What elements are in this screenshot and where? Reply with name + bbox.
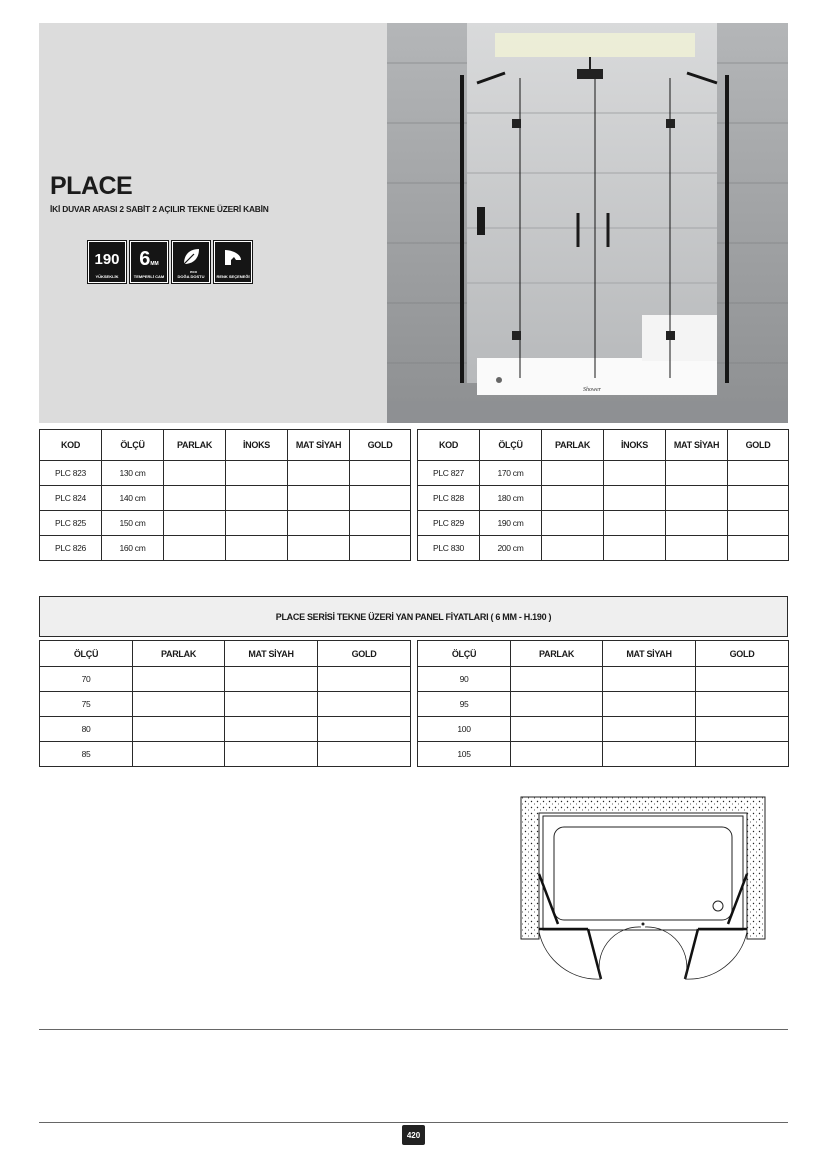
col-inoks: İNOKS — [226, 430, 288, 461]
cell-olcu: 75 — [40, 692, 133, 717]
cell-mat-siyah — [225, 692, 318, 717]
cell-mat-siyah — [288, 511, 350, 536]
cell-kod: PLC 829 — [418, 511, 480, 536]
cell-gold — [318, 692, 411, 717]
cell-kod: PLC 825 — [40, 511, 102, 536]
panel-table-left — [39, 640, 411, 767]
cell-olcu: 190 cm — [480, 511, 542, 536]
height-190-icon — [88, 241, 126, 283]
cell-parlak — [542, 536, 604, 561]
panel-table-right-header — [418, 641, 789, 667]
table-row — [418, 692, 789, 717]
cell-mat-siyah — [666, 536, 728, 561]
cell-mat-siyah — [288, 486, 350, 511]
cell-gold — [696, 692, 789, 717]
col-parlak: PARLAK — [164, 430, 226, 461]
cell-parlak — [133, 717, 225, 742]
cell-parlak — [511, 717, 603, 742]
col-gold: GOLD — [728, 430, 789, 461]
cell-gold — [318, 717, 411, 742]
col-parlak: PARLAK — [133, 641, 225, 667]
table-row — [418, 536, 789, 561]
cell-mat-siyah — [288, 461, 350, 486]
col-mat-siyah: MAT SİYAH — [666, 430, 728, 461]
col-olcu: ÖLÇÜ — [102, 430, 164, 461]
table-row — [40, 511, 411, 536]
cell-mat-siyah — [666, 511, 728, 536]
table-row — [418, 511, 789, 536]
col-mat-siyah: MAT SİYAH — [288, 430, 350, 461]
cell-mat-siyah — [225, 742, 318, 767]
cell-olcu: 105 — [418, 742, 511, 767]
feature-height-value: 190 — [94, 251, 120, 268]
cell-gold — [728, 536, 789, 561]
cell-parlak — [542, 486, 604, 511]
col-olcu: ÖLÇÜ — [480, 430, 542, 461]
feature-glass-caption: TEMPERLİ CAM — [133, 274, 165, 279]
cell-parlak — [164, 511, 226, 536]
cell-olcu: 130 cm — [102, 461, 164, 486]
price-table-left-header — [40, 430, 411, 461]
cell-gold — [318, 742, 411, 767]
cell-mat-siyah — [225, 717, 318, 742]
cell-gold — [350, 536, 411, 561]
cell-mat-siyah — [666, 461, 728, 486]
col-mat-siyah: MAT SİYAH — [603, 641, 696, 667]
cell-olcu: 90 — [418, 667, 511, 692]
cell-parlak — [511, 692, 603, 717]
cell-olcu: 80 — [40, 717, 133, 742]
cell-gold — [350, 486, 411, 511]
feature-eco-caption: DOĞA DOSTU — [177, 274, 205, 279]
cell-olcu: 95 — [418, 692, 511, 717]
cell-mat-siyah — [603, 692, 696, 717]
cell-mat-siyah — [603, 742, 696, 767]
col-gold: GOLD — [696, 641, 789, 667]
cell-mat-siyah — [225, 667, 318, 692]
cell-parlak — [133, 742, 225, 767]
cell-gold — [728, 486, 789, 511]
cell-inoks — [604, 536, 666, 561]
cell-inoks — [604, 486, 666, 511]
col-parlak: PARLAK — [542, 430, 604, 461]
cell-olcu: 70 — [40, 667, 133, 692]
col-gold: GOLD — [318, 641, 411, 667]
cell-kod: PLC 827 — [418, 461, 480, 486]
cell-parlak — [133, 667, 225, 692]
glass-6mm-icon — [130, 241, 168, 283]
feature-color-caption: RENK SEÇENEĞİ — [216, 274, 250, 279]
cell-gold — [696, 742, 789, 767]
price-table-right — [417, 429, 789, 561]
table-row — [40, 461, 411, 486]
col-kod: KOD — [418, 430, 480, 461]
cell-olcu: 150 cm — [102, 511, 164, 536]
cell-gold — [350, 461, 411, 486]
table-row — [40, 742, 411, 767]
col-olcu: ÖLÇÜ — [40, 641, 133, 667]
col-parlak: PARLAK — [511, 641, 603, 667]
cell-inoks — [604, 461, 666, 486]
cell-inoks — [604, 511, 666, 536]
table-row — [418, 486, 789, 511]
panel-table-right — [417, 640, 789, 767]
table-row — [40, 692, 411, 717]
cell-olcu: 180 cm — [480, 486, 542, 511]
cell-parlak — [511, 667, 603, 692]
divider-top — [39, 1029, 788, 1030]
table-row — [40, 717, 411, 742]
table-row — [418, 461, 789, 486]
color-choice-icon — [214, 241, 252, 283]
col-olcu: ÖLÇÜ — [418, 641, 511, 667]
cell-gold — [696, 667, 789, 692]
table-row — [418, 742, 789, 767]
panel-table-left-header — [40, 641, 411, 667]
price-table-left — [39, 429, 411, 561]
cell-parlak — [164, 486, 226, 511]
product-photo — [387, 23, 788, 423]
cell-parlak — [164, 536, 226, 561]
feature-glass-value: 6 — [139, 248, 151, 270]
table-row — [418, 717, 789, 742]
cell-parlak — [164, 461, 226, 486]
col-kod: KOD — [40, 430, 102, 461]
feature-height-caption: YÜKSEKLİK — [95, 274, 119, 279]
cell-kod: PLC 828 — [418, 486, 480, 511]
cell-olcu: 100 — [418, 717, 511, 742]
price-table-right-header — [418, 430, 789, 461]
product-subtitle: İKİ DUVAR ARASI 2 SABİT 2 AÇILIR TEKNE ÜZERİ KABİN — [50, 204, 269, 214]
cell-parlak — [133, 692, 225, 717]
cell-gold — [696, 717, 789, 742]
cell-parlak — [511, 742, 603, 767]
cell-gold — [728, 461, 789, 486]
cell-mat-siyah — [666, 486, 728, 511]
cell-gold — [318, 667, 411, 692]
table-row — [40, 486, 411, 511]
cell-olcu: 170 cm — [480, 461, 542, 486]
cell-kod: PLC 823 — [40, 461, 102, 486]
col-gold: GOLD — [350, 430, 411, 461]
cell-kod: PLC 826 — [40, 536, 102, 561]
cell-olcu: 200 cm — [480, 536, 542, 561]
page-number: 420 — [402, 1125, 425, 1145]
cell-gold — [728, 511, 789, 536]
feature-glass-unit: MM — [150, 261, 159, 267]
product-title: PLACE — [50, 172, 133, 200]
cell-mat-siyah — [603, 717, 696, 742]
col-inoks: İNOKS — [604, 430, 666, 461]
cell-inoks — [226, 486, 288, 511]
cell-inoks — [226, 536, 288, 561]
cell-olcu: 140 cm — [102, 486, 164, 511]
eco-leaf-icon — [172, 241, 210, 283]
cell-parlak — [542, 511, 604, 536]
cell-inoks — [226, 461, 288, 486]
floor-plan-diagram — [518, 794, 768, 984]
cell-inoks — [226, 511, 288, 536]
table-row — [40, 667, 411, 692]
cell-kod: PLC 824 — [40, 486, 102, 511]
col-mat-siyah: MAT SİYAH — [225, 641, 318, 667]
table-row — [418, 667, 789, 692]
table-row — [40, 536, 411, 561]
feature-eco-badge: eco — [190, 269, 197, 274]
divider-bottom — [39, 1122, 788, 1123]
cell-parlak — [542, 461, 604, 486]
cell-olcu: 85 — [40, 742, 133, 767]
cell-olcu: 160 cm — [102, 536, 164, 561]
side-panel-title: PLACE SERİSİ TEKNE ÜZERİ YAN PANEL FİYATLARI ( 6 MM - H.190 ) — [39, 596, 788, 637]
cell-mat-siyah — [603, 667, 696, 692]
cell-gold — [350, 511, 411, 536]
cell-kod: PLC 830 — [418, 536, 480, 561]
cell-mat-siyah — [288, 536, 350, 561]
photo-brand-label: Shower — [583, 387, 601, 393]
